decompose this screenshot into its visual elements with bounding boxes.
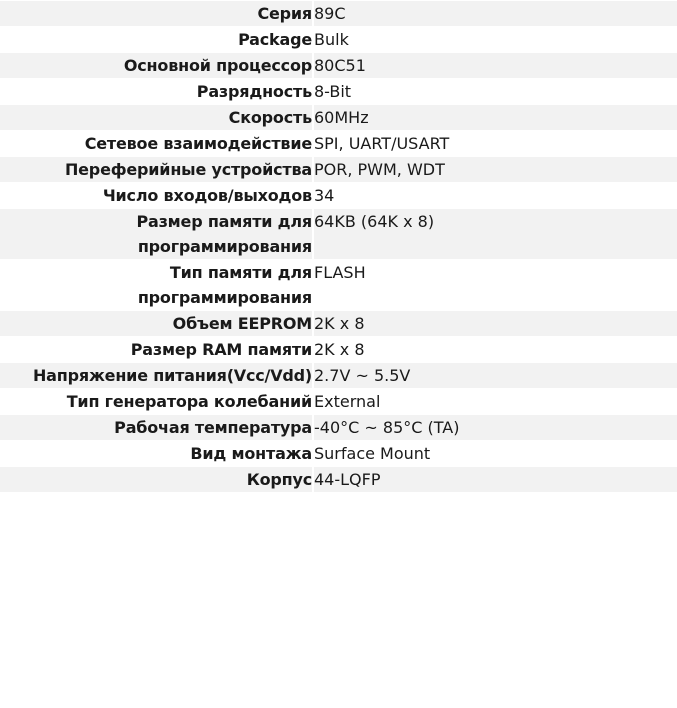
table-row-program-memory-type xyxy=(0,260,677,311)
spec-value: FLASH xyxy=(313,260,677,311)
table-row-supply-voltage xyxy=(0,363,677,389)
table-row-series xyxy=(0,1,677,27)
spec-key: Размер памяти для программирования xyxy=(0,209,313,260)
table-row-mounting-type xyxy=(0,441,677,467)
spec-key: Package xyxy=(0,27,313,53)
table-row-peripherals xyxy=(0,157,677,183)
spec-value: 80C51 xyxy=(313,53,677,79)
table-row-operating-temperature xyxy=(0,415,677,441)
table-row-eeprom-size xyxy=(0,311,677,337)
spec-key: Переферийные устройства xyxy=(0,157,313,183)
spec-key: Сетевое взаимодействие xyxy=(0,131,313,157)
spec-value: 2K x 8 xyxy=(313,337,677,363)
table-row-speed xyxy=(0,105,677,131)
spec-value: -40°C ~ 85°C (TA) xyxy=(313,415,677,441)
specs-table-body xyxy=(0,1,677,493)
table-row-core-size xyxy=(0,79,677,105)
spec-key: Рабочая температура xyxy=(0,415,313,441)
spec-key: Число входов/выходов xyxy=(0,183,313,209)
spec-value: 34 xyxy=(313,183,677,209)
spec-value: 60MHz xyxy=(313,105,677,131)
spec-key: Размер RAM памяти xyxy=(0,337,313,363)
spec-key: Скорость xyxy=(0,105,313,131)
spec-value: POR, PWM, WDT xyxy=(313,157,677,183)
spec-key: Основной процессор xyxy=(0,53,313,79)
table-row-io-count xyxy=(0,183,677,209)
spec-value: External xyxy=(313,389,677,415)
spec-key: Напряжение питания(Vcc/Vdd) xyxy=(0,363,313,389)
table-row-oscillator-type xyxy=(0,389,677,415)
table-row-core-processor xyxy=(0,53,677,79)
spec-key: Серия xyxy=(0,1,313,27)
spec-value: Bulk xyxy=(313,27,677,53)
spec-value: 89C xyxy=(313,1,677,27)
spec-value: 8-Bit xyxy=(313,79,677,105)
spec-value: 44-LQFP xyxy=(313,467,677,493)
table-row-connectivity xyxy=(0,131,677,157)
spec-value: Surface Mount xyxy=(313,441,677,467)
spec-key: Объем EEPROM xyxy=(0,311,313,337)
table-row-package-case xyxy=(0,467,677,493)
table-row-package xyxy=(0,27,677,53)
spec-key: Вид монтажа xyxy=(0,441,313,467)
table-row-program-memory-size xyxy=(0,209,677,260)
spec-value: 2.7V ~ 5.5V xyxy=(313,363,677,389)
spec-value: SPI, UART/USART xyxy=(313,131,677,157)
spec-key: Тип генератора колебаний xyxy=(0,389,313,415)
spec-key: Разрядность xyxy=(0,79,313,105)
spec-key: Корпус xyxy=(0,467,313,493)
spec-key: Тип памяти для программирования xyxy=(0,260,313,311)
spec-value: 2K x 8 xyxy=(313,311,677,337)
spec-value: 64KB (64K x 8) xyxy=(313,209,677,260)
table-row-ram-size xyxy=(0,337,677,363)
